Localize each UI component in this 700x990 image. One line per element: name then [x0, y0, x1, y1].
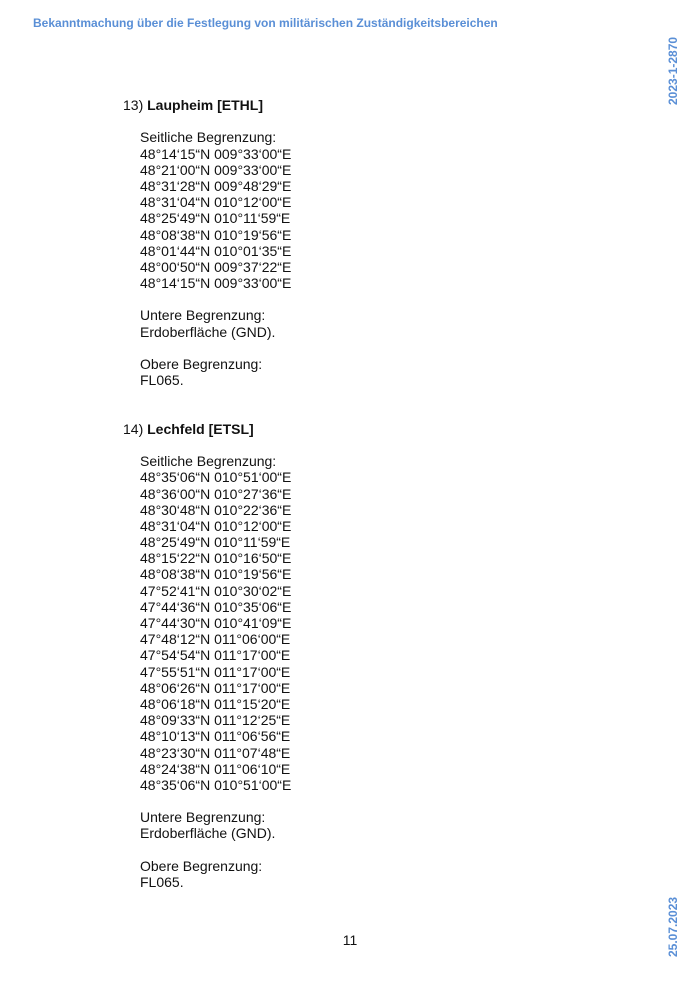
coordinate: 48°15‘22“N 010°16‘50“E	[140, 550, 292, 567]
section-laupheim	[123, 97, 603, 388]
coordinate: 48°25‘49“N 010°11‘59“E	[140, 210, 291, 227]
coordinate: 47°55‘51“N 011°17‘00“E	[140, 663, 291, 680]
section-number: 14)	[123, 420, 144, 437]
document-body	[123, 97, 603, 890]
lateral-label: Seitliche Begrenzung:	[140, 129, 277, 146]
coordinate: 48°30‘48“N 010°22‘36“E	[140, 501, 292, 518]
coordinate: 48°21‘00“N 009°33‘00“E	[140, 161, 292, 178]
coordinate: 48°25‘49“N 010°11‘59“E	[140, 534, 291, 551]
coordinate: 48°14‘15“N 009°33‘00“E	[140, 275, 292, 292]
coordinate: 48°06‘18“N 011°15‘20“E	[140, 695, 291, 712]
upper-limit-label: Obere Begrenzung:	[140, 356, 263, 372]
upper-limit-value: FL065.	[140, 372, 184, 389]
section-details	[123, 453, 603, 890]
section-title	[123, 97, 603, 113]
lateral-label: Seitliche Begrenzung:	[140, 453, 277, 470]
coordinate: 47°44‘30“N 010°41‘09“E	[140, 615, 292, 632]
coordinate: 47°48‘12“N 011°06‘00“E	[140, 631, 291, 648]
coordinate: 48°31‘04“N 010°12‘00“E	[140, 517, 292, 534]
coordinate: 48°24‘38“N 011°06‘10“E	[140, 760, 291, 777]
coordinate: 48°08‘38“N 010°19‘56“E	[140, 226, 292, 243]
coordinate: 48°00‘50“N 009°37‘22“E	[140, 258, 292, 275]
section-details	[123, 129, 603, 388]
lower-limit-value: Erdoberfläche (GND).	[140, 323, 276, 340]
coordinate: 48°06‘26“N 011°17‘00“E	[140, 679, 291, 696]
lower-limit-label: Untere Begrenzung:	[140, 307, 266, 324]
section-number: 13)	[123, 97, 144, 113]
coordinate: 48°35‘06“N 010°51‘00“E	[140, 776, 292, 793]
coordinate: 48°08‘38“N 010°19‘56“E	[140, 566, 292, 583]
document-date-margin: 25.07.2023	[666, 896, 680, 957]
lower-limit-label: Untere Begrenzung:	[140, 809, 266, 826]
coordinate: 47°44‘36“N 010°35‘06“E	[140, 598, 292, 615]
upper-limit-value: FL065.	[140, 874, 184, 891]
section-lechfeld	[123, 421, 603, 890]
coordinate: 48°23‘30“N 011°07‘48“E	[140, 744, 291, 761]
coordinate: 48°35‘06“N 010°51‘00“E	[140, 469, 292, 486]
coordinate: 47°52‘41“N 010°30‘02“E	[140, 582, 292, 599]
section-title	[123, 421, 603, 437]
coordinate: 48°36‘00“N 010°27‘36“E	[140, 485, 292, 502]
document-header-title: Bekanntmachung über die Festlegung von militärischen Zuständigkeitsbereichen	[33, 16, 498, 30]
upper-limit-label: Obere Begrenzung:	[140, 857, 263, 874]
coordinate: 48°31‘04“N 010°12‘00“E	[140, 194, 292, 211]
section-name: Lechfeld [ETSL]	[147, 420, 254, 437]
coordinate: 48°31‘28“N 009°48‘29“E	[140, 177, 292, 194]
section-name: Laupheim [ETHL]	[147, 97, 264, 113]
coordinate: 48°01‘44“N 010°01‘35“E	[140, 242, 292, 259]
coordinate: 48°09‘33“N 011°12‘25“E	[140, 712, 291, 729]
document-id-margin: 2023-1-2870	[666, 36, 680, 105]
page-number: 11	[342, 932, 358, 948]
coordinate: 48°10‘13“N 011°06‘56“E	[140, 728, 291, 745]
coordinate: 47°54‘54“N 011°17‘00“E	[140, 647, 291, 664]
coordinate: 48°14‘15“N 009°33‘00“E	[140, 145, 292, 162]
lower-limit-value: Erdoberfläche (GND).	[140, 825, 276, 842]
